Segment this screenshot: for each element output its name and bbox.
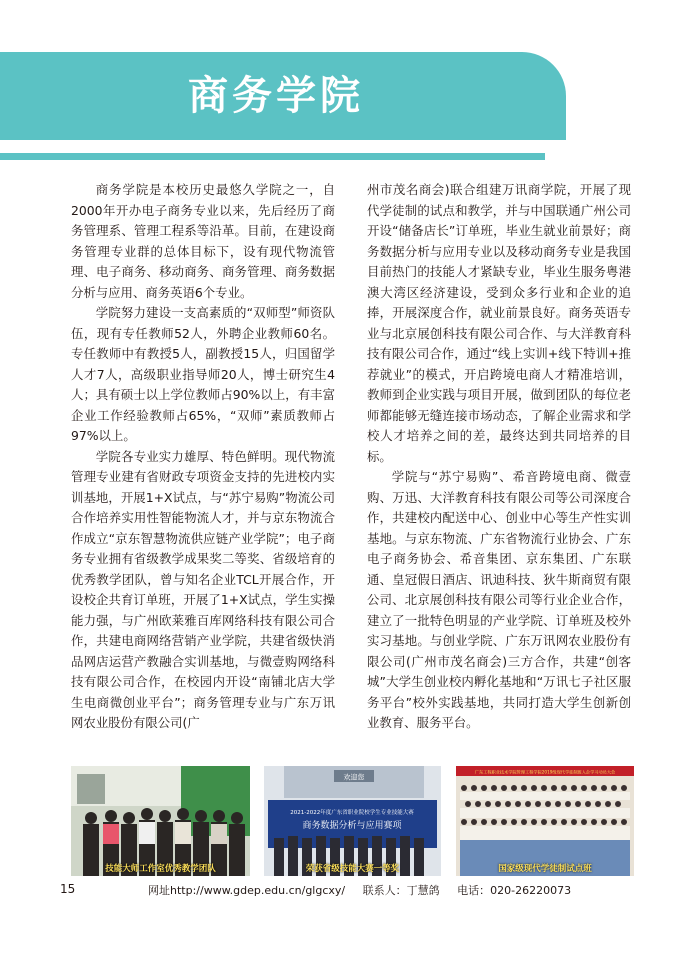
board-line-2: 商务数据分析与应用赛项: [302, 821, 402, 831]
right-column: [367, 180, 631, 734]
paragraph-partners: 学院与“苏宁易购”、希音跨境电商、微壹购、万迅、大洋教育科技有限公司等公司深度合作，共建校内配送中心、创业中心等生产性实训基地。与京东物流、广东省物流行业协会、广东电子商务协会、希音集团、京东集团、广东联通、皇冠假日酒店、讯迪科技、狄牛斯商贸有限公司、北京展创科技有限公司等行业企业合作，建立了一批特色明显的产业学院、订单班及校外实习基地。与创业学院、广东万讯网农业股份有限公司(广州市茂名商会)三方合作，共建“创客城”大学生创业校内孵化基地和“万讯七子社区服务平台”校外实践基地，共同打造大学生创新创业教育、服务平台。: [367, 469, 631, 730]
building-sign-text: 欢迎您: [343, 773, 365, 782]
left-column: [71, 180, 335, 734]
photo-caption: 国家级现代学徒制试点班: [498, 864, 592, 874]
team-photo-image: [71, 766, 250, 876]
photo-caption: 技能大师工作室优秀教学团队: [105, 864, 216, 874]
paragraph-majors: 学院各专业实力雄厚、特色鲜明。现代物流管理专业建有省财政专项资金支持的先进校内实训基地，开展1+X试点，与“苏宁易购”物流公司合作培养实用性智能物流人才，并与京东物流合作成立“京东智慧物流供应链产业学院”；电子商务专业拥有省级教学成果奖二等奖、省级培育的优秀教学团队，曾与知名企业TCL开展合作，开设校企共育订单班，开展了1+X试点，学生实操能力强，与广州欧莱雅百库网络科技有限公司合作，共建电商网络营销产业学院，共建省级快消品网店运营产教融合实训基地，与微壹购网络科技有限公司合作，在校园内开设“南铺北店大学生电商微创业平台”；商务管理专业与广东万讯网农业股份有限公司(广: [71, 448, 335, 730]
phone-number: 电话：020-26220073: [457, 884, 572, 897]
photo-caption: 荣获省级技能大赛一等奖: [305, 864, 400, 874]
class-photo-image: [456, 766, 634, 876]
page-title: 商务学院: [188, 73, 364, 119]
header-rule: [0, 153, 545, 160]
contact-person: 联系人：丁慧鸽: [362, 884, 440, 897]
photo-apprenticeship-class: [456, 766, 634, 876]
photo-skills-award: [264, 766, 441, 876]
footer-info: [148, 882, 585, 898]
photo-teaching-team: [71, 766, 250, 876]
board-line-1: 2021-2022年度广东省职业院校学生专业技能大赛: [290, 810, 414, 816]
paragraph-intro: 商务学院是本校历史最悠久学院之一，自2000年开办电子商务专业以来，先后经历了商务管理系、管理工程系等沿革。目前，在建设商务管理专业群的总体目标下，设有现代物流管理、电子商务、移动商务、商务管理、商务数据分析与应用、商务英语6个专业。: [71, 182, 335, 300]
award-photo-image: [264, 766, 441, 876]
page-number: 15: [60, 882, 76, 896]
paragraph-faculty: 学院努力建设一支高素质的“双师型”师资队伍，现有专任教师52人，外聘企业教师60名。专任教师中有教授5人，副教授15人，归国留学人才7人，高级职业指导师20人，博士研究生4人；具有硕士以上学位教师占90%以上，有丰富企业工作经验教师占65%，“双师”素质教师占97%以上。: [71, 305, 335, 443]
event-banner-text: 广东工程职业技术学院管理工程学院2019级现代学徒制班入企学习动员大会: [474, 769, 616, 775]
website-link[interactable]: 网址http://www.gdep.edu.cn/glgcxy/: [148, 884, 346, 897]
paragraph-majors-continued: 州市茂名商会)联合组建万讯商学院，开展了现代学徒制的试点和教学，并与中国联通广州公司开设“储备店长”订单班，毕业生就业前景好；商务数据分析与应用专业以及移动商务专业是我国目前热门的技能人才紧缺专业，毕业生服务粤港澳大湾区经济建设，受到众多行业和企业的追捧，开展深度合作，就业前景良好。商务英语专业与北京展创科技有限公司合作、与大洋教育科技有限公司合作，通过“线上实训+线下特训+推荐就业”的模式，开启跨境电商人才精准培训，教师到企业实践与项目开展，做到团队的每位老师都能够无缝连接市场动态，了解企业需求和学校人才培养之间的差，最终达到共同培养的目标。: [367, 182, 631, 464]
